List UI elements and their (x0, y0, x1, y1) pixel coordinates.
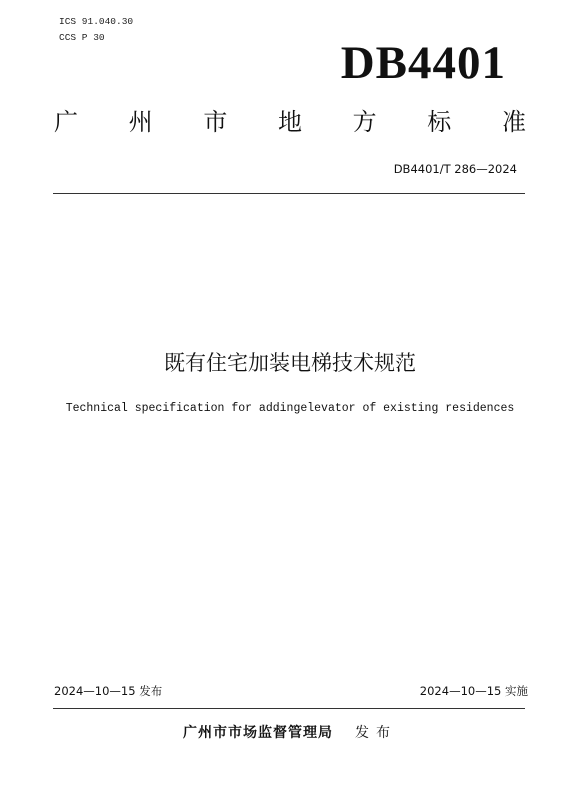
classification-codes (59, 14, 133, 46)
standard-code-mark: DB4401 (340, 37, 506, 89)
category-char: 市 (203, 108, 228, 136)
document-title-english: Technical specification for addingelevator of existing residences (65, 402, 515, 415)
category-char: 方 (352, 108, 377, 136)
ccs-code: CCS P 30 (59, 32, 105, 43)
category-char: 标 (427, 108, 452, 136)
implementation-date: 2024—10—15 实施 (419, 684, 528, 698)
publisher-line (0, 724, 580, 742)
category-char: 准 (501, 108, 526, 136)
standard-category-title (54, 107, 526, 137)
ics-code: ICS 91.040.30 (59, 16, 134, 27)
issue-date: 2024—10—15 发布 (54, 684, 163, 698)
document-title-chinese: 既有住宅加装电梯技术规范 (164, 351, 416, 375)
issue-action: 发布 (355, 725, 397, 741)
standard-number: DB4401/T 286—2024 (393, 162, 517, 176)
issuing-authority: 广州市市场监督管理局 (183, 725, 333, 741)
category-char: 广 (54, 108, 78, 136)
footer-divider (53, 708, 525, 709)
category-char: 地 (277, 108, 302, 136)
category-char: 州 (128, 108, 153, 136)
header-divider (53, 193, 525, 194)
